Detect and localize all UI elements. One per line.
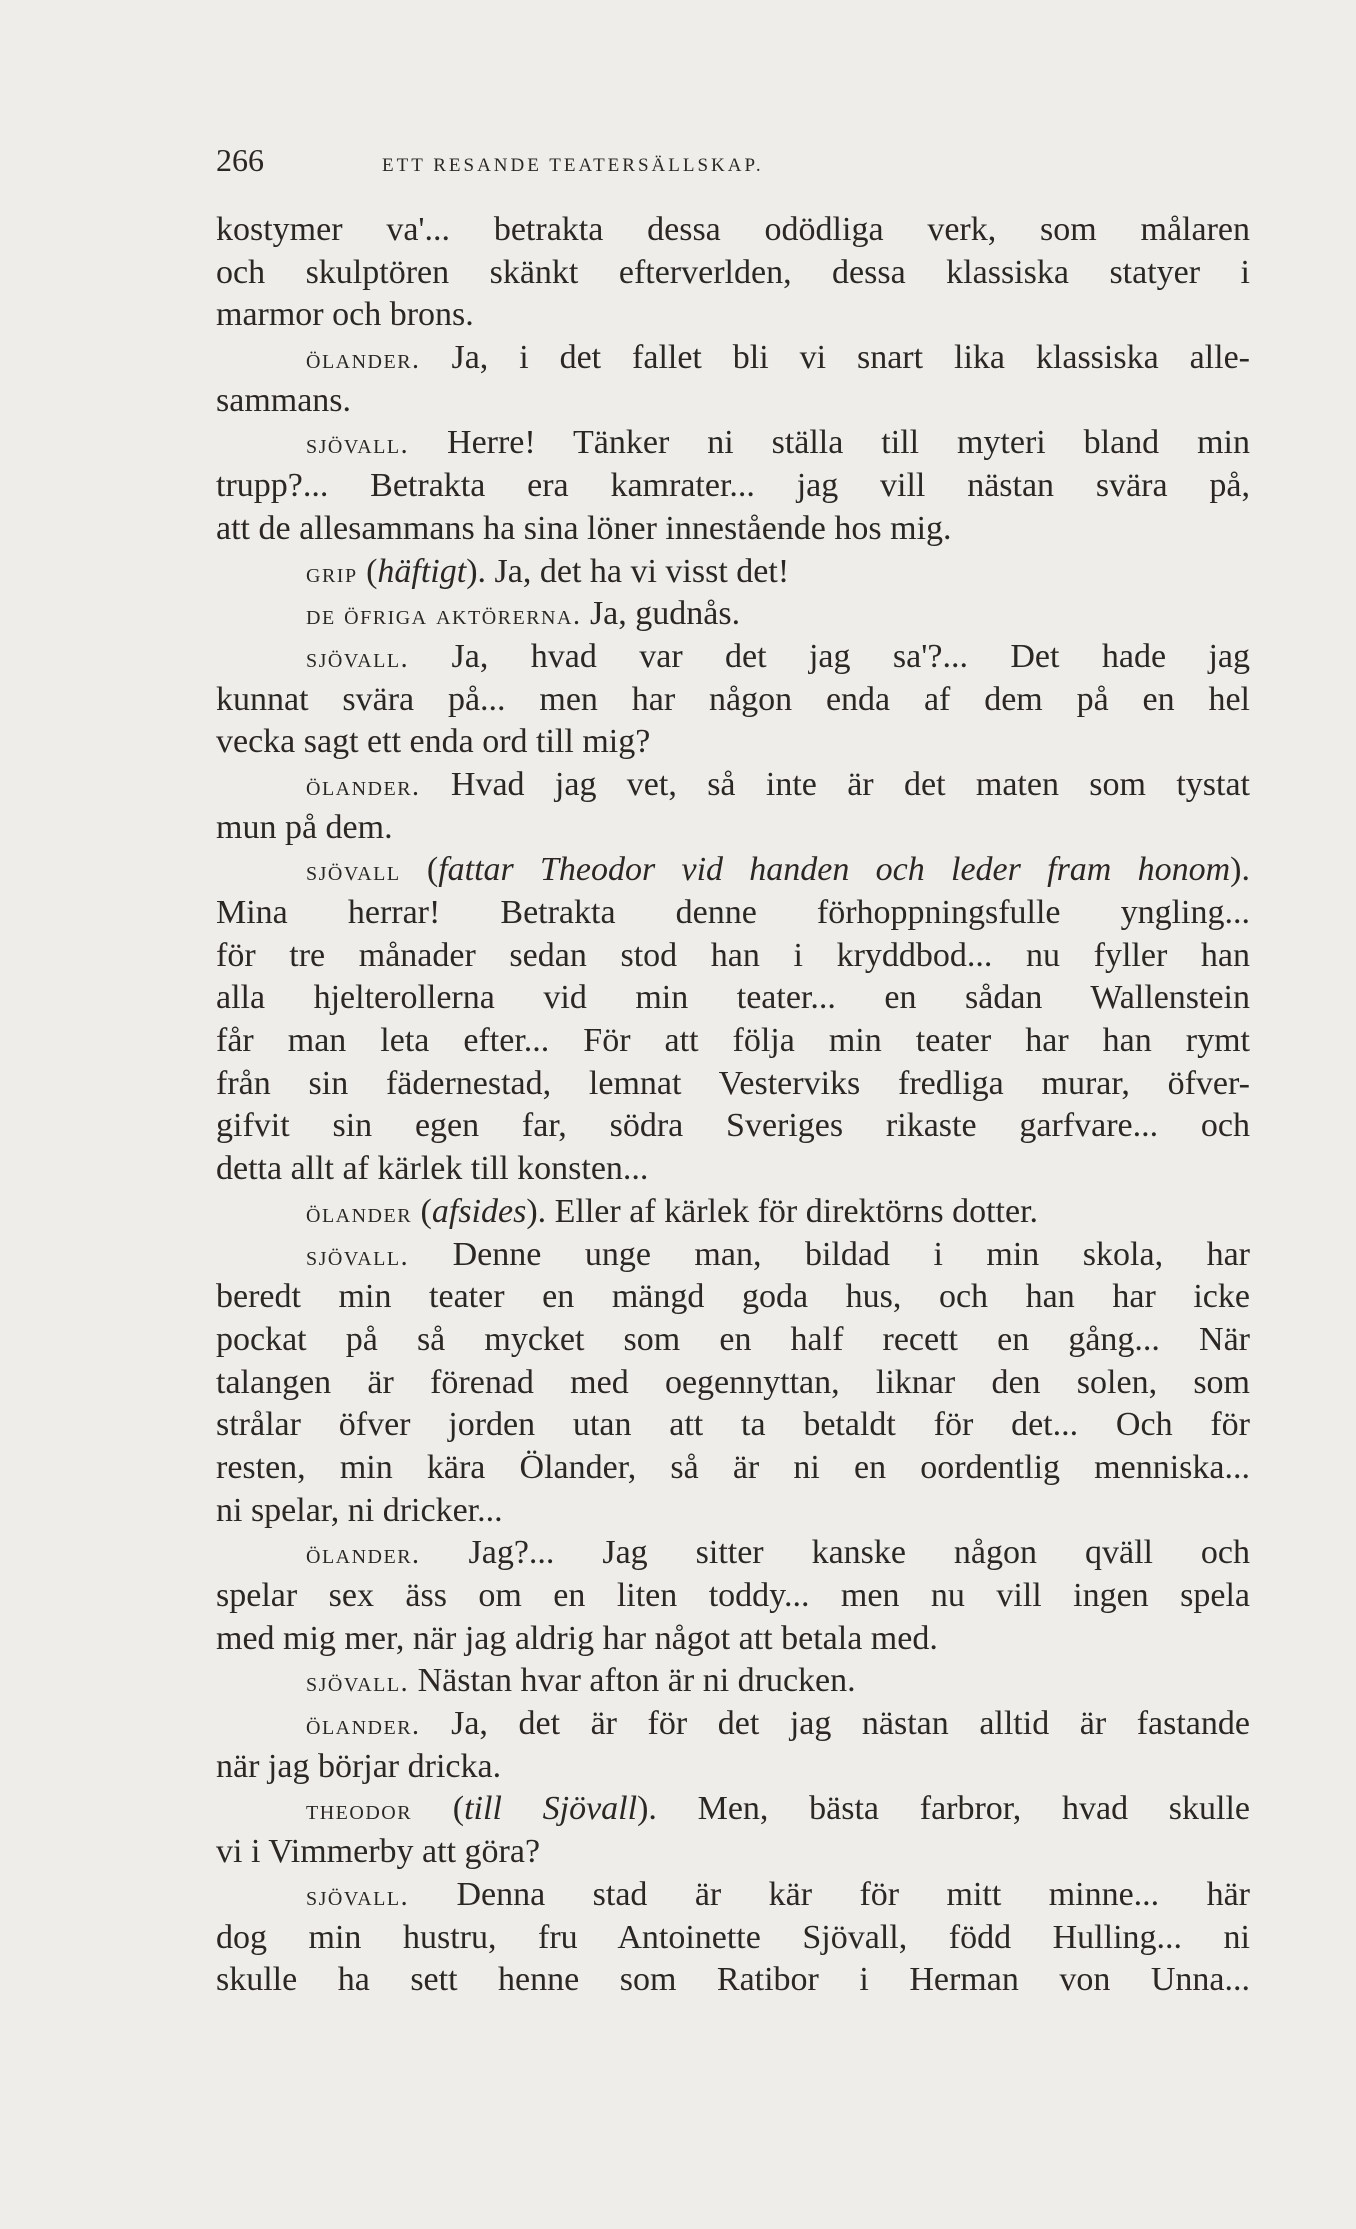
- text-line: [216, 465, 1250, 508]
- text-line: [216, 1276, 1250, 1319]
- page-number: 266: [216, 142, 264, 178]
- text-line: [216, 1788, 1250, 1831]
- speaker-name: grip: [306, 557, 358, 589]
- text-line: [216, 721, 1250, 764]
- line-text: får man leta efter... För att följa min teater har han rymt: [216, 1022, 1250, 1060]
- text-line: [216, 1105, 1250, 1148]
- text-line: [216, 679, 1250, 722]
- speaker-name: sjövall.: [306, 1667, 410, 1699]
- speaker-name: sjövall.: [306, 1880, 410, 1912]
- line-text: talangen är förenad med oegennyttan, liknar den solen, som: [216, 1363, 1250, 1401]
- line-text: Nästan hvar afton är ni drucken.: [409, 1662, 856, 1700]
- speaker-name: sjövall: [306, 856, 401, 888]
- line-text: (: [412, 1192, 432, 1230]
- line-text: ).: [1230, 851, 1250, 889]
- line-text: vi i Vimmerby att göra?: [216, 1833, 541, 1871]
- text-line: [216, 508, 1250, 551]
- text-line: [216, 977, 1250, 1020]
- text-line: [216, 807, 1250, 850]
- speaker-name: ölander.: [306, 770, 421, 802]
- line-text: Denne unge man, bildad i min skola, har: [409, 1235, 1250, 1273]
- line-text: ). Men, bästa farbror, hvad skulle: [637, 1790, 1251, 1828]
- stage-direction: häftigt: [377, 552, 467, 590]
- text-line: [216, 1831, 1250, 1874]
- speaker-name: sjövall.: [306, 642, 410, 674]
- line-text: (: [400, 851, 439, 889]
- body-text: [216, 209, 1250, 2002]
- line-text: från sin fädernestad, lemnat Vesterviks fredliga murar, öfver-: [216, 1064, 1250, 1102]
- text-line: [216, 1191, 1250, 1234]
- line-text: vecka sagt ett enda ord till mig?: [216, 723, 651, 761]
- text-line: [216, 1746, 1250, 1789]
- text-line: [216, 1404, 1250, 1447]
- text-line: [216, 1660, 1250, 1703]
- text-line: [216, 380, 1250, 423]
- text-line: [216, 422, 1250, 465]
- speaker-name: ölander.: [306, 344, 421, 376]
- line-text: Denna stad är kär för mitt minne... här: [409, 1875, 1250, 1913]
- running-head: ETT RESANDE TEATERSÄLLSKAP.: [382, 155, 764, 176]
- line-text: Mina herrar! Betrakta denne förhoppningsfulle yngling...: [216, 894, 1250, 931]
- line-text: gifvit sin egen far, södra Sveriges rikaste garfvare... och: [216, 1107, 1250, 1145]
- text-line: [216, 1148, 1250, 1191]
- line-text: att de allesammans ha sina löner innestående hos mig.: [216, 509, 952, 547]
- text-line: [216, 1490, 1250, 1533]
- text-line: [216, 1874, 1250, 1917]
- line-text: Ja, hvad var det jag sa'?... Det hade jag: [409, 637, 1250, 675]
- speaker-name: theodor: [306, 1795, 413, 1827]
- text-line: [216, 1319, 1250, 1362]
- line-text: marmor och brons.: [216, 296, 474, 334]
- stage-direction: fattar Theodor vid handen och leder fram honom: [438, 851, 1231, 889]
- line-text: Hvad jag vet, så inte är det maten som tystat: [420, 765, 1250, 803]
- line-text: strålar öfver jorden utan att ta betaldt för det... Och för: [216, 1406, 1250, 1444]
- text-line: [216, 849, 1250, 892]
- text-line: [216, 1063, 1250, 1106]
- line-text: när jag börjar dricka.: [216, 1747, 502, 1785]
- line-text: kostymer va'... betrakta dessa odödliga verk, som målaren: [216, 211, 1250, 248]
- line-text: Herre! Tänker ni ställa till myteri bland min: [409, 424, 1250, 462]
- line-text: Ja, det är för det jag nästan alltid är fastande: [420, 1705, 1250, 1743]
- line-text: för tre månader sedan stod han i kryddbod... nu fyller han: [216, 936, 1250, 974]
- speaker-name: sjövall.: [306, 429, 410, 461]
- line-text: spelar sex äss om en liten toddy... men nu vill ingen spela: [216, 1577, 1250, 1614]
- text-line: [216, 337, 1250, 380]
- text-line: [216, 1532, 1250, 1575]
- line-text: sammans.: [216, 381, 352, 419]
- text-line: [216, 1618, 1250, 1661]
- text-line: [216, 1703, 1250, 1746]
- text-line: [216, 294, 1250, 337]
- line-text: mun på dem.: [216, 808, 393, 846]
- speaker-name: ölander.: [306, 1710, 421, 1742]
- text-line: [216, 1234, 1250, 1277]
- text-line: [216, 209, 1250, 252]
- text-line: [216, 593, 1250, 636]
- line-text: detta allt af kärlek till konsten...: [216, 1150, 649, 1188]
- stage-direction: till Sjövall: [464, 1790, 638, 1828]
- line-text: och skulptören skänkt efterverlden, dessa klassiska statyer i: [216, 253, 1250, 291]
- line-text: Ja, gudnås.: [581, 595, 741, 633]
- text-line: [216, 892, 1250, 935]
- line-text: skulle ha sett henne som Ratibor i Herman von Unna...: [216, 1961, 1250, 1999]
- speaker-name: ölander: [306, 1197, 413, 1229]
- line-text: alla hjelterollerna vid min teater... en sådan Wallenstein: [216, 979, 1250, 1017]
- speaker-name: sjövall.: [306, 1240, 410, 1272]
- line-text: dog min hustru, fru Antoinette Sjövall, född Hulling... ni: [216, 1918, 1250, 1956]
- line-text: (: [412, 1790, 465, 1828]
- speaker-name: de öfriga aktörerna.: [306, 600, 582, 632]
- line-text: (: [357, 552, 378, 590]
- text-line: [216, 1917, 1250, 1960]
- text-line: [216, 1575, 1250, 1618]
- speaker-name: ölander.: [306, 1539, 421, 1571]
- line-text: med mig mer, när jag aldrig har något att betala med.: [216, 1619, 938, 1657]
- text-line: [216, 764, 1250, 807]
- line-text: pockat på så mycket som en half recett en gång... När: [216, 1320, 1250, 1358]
- text-line: [216, 1362, 1250, 1405]
- text-line: [216, 1959, 1250, 2002]
- line-text: Ja, i det fallet bli vi snart lika klassiska alle-: [420, 339, 1250, 377]
- line-text: resten, min kära Ölander, så är ni en oordentlig menniska...: [216, 1448, 1250, 1486]
- line-text: trupp?... Betrakta era kamrater... jag vill nästan svära på,: [216, 467, 1250, 505]
- line-text: Jag?... Jag sitter kanske någon qväll och: [420, 1534, 1250, 1572]
- line-text: ). Eller af kärlek för direktörns dotter.: [526, 1192, 1039, 1230]
- stage-direction: afsides: [431, 1192, 527, 1230]
- page-header: [216, 140, 1250, 180]
- text-line: [216, 551, 1250, 594]
- line-text: ni spelar, ni dricker...: [216, 1491, 503, 1529]
- text-line: [216, 1447, 1250, 1490]
- line-text: beredt min teater en mängd goda hus, och han har icke: [216, 1278, 1250, 1316]
- text-line: [216, 1020, 1250, 1063]
- text-line: [216, 252, 1250, 295]
- line-text: ). Ja, det ha vi visst det!: [466, 552, 790, 590]
- text-line: [216, 935, 1250, 978]
- line-text: kunnat svära på... men har någon enda af dem på en hel: [216, 680, 1250, 718]
- text-line: [216, 636, 1250, 679]
